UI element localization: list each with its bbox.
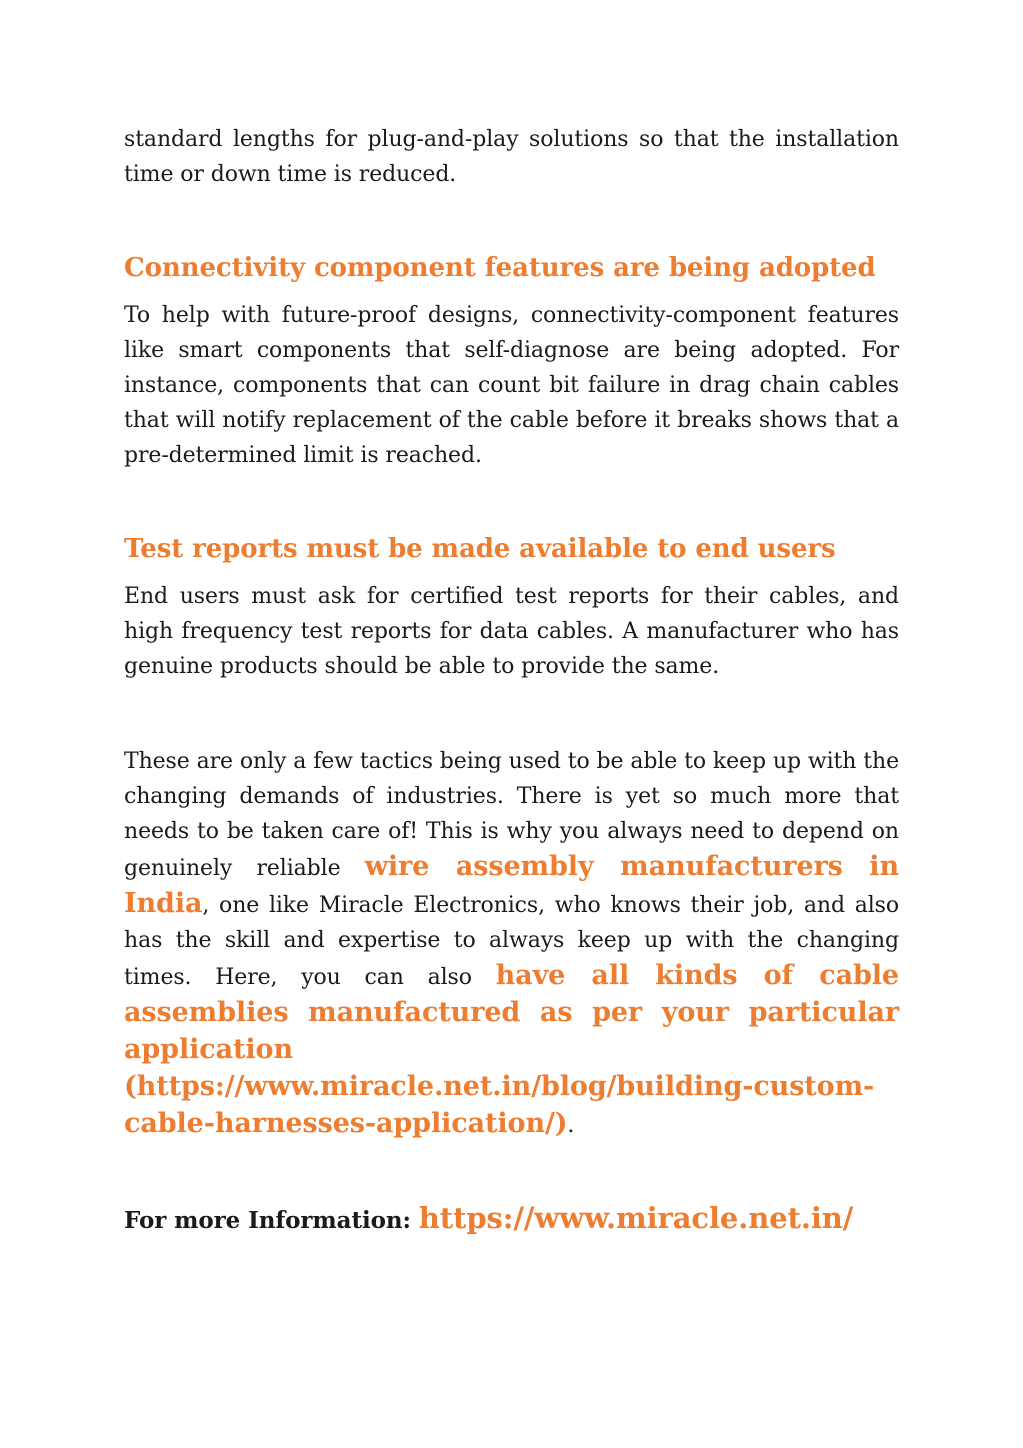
section-body-test-reports: End users must ask for certified test reports for their cables, and high frequency test reports for data cables. A manufacturer who has genuine products should be able to provide the same. [124, 584, 899, 679]
section-heading-test-reports: Test reports must be made available to end users [124, 534, 836, 564]
conclusion-text-1: These are only a few tactics being used to be able to keep up with the changing demands of industries. There is yet so much more that needs to be taken care of! This is why you always need to depend on genuinely reliable [124, 749, 899, 881]
cable-assemblies-link[interactable]: have all kinds of cable assemblies manufactured as per your particular application (https://www.miracle.net.in/blog/building-custom-cable-harnesses-application/) [124, 960, 899, 1139]
website-link[interactable]: https://www.miracle.net.in/ [418, 1201, 854, 1235]
conclusion-text-2: , one like Miracle Electronics, who knows their job, and also has the skill and expertise to always keep up with the changing times. Here, you can also [124, 893, 899, 990]
footer-line [124, 1199, 899, 1240]
conclusion-paragraph [124, 744, 899, 1143]
footer-label: For more Information: [124, 1207, 419, 1234]
intro-paragraph: standard lengths for plug-and-play solutions so that the installation time or down time is reduced. [124, 127, 899, 187]
wire-assembly-manufacturers-link[interactable]: wire assembly manufacturers in India [124, 851, 899, 919]
section-body-connectivity: To help with future-proof designs, connectivity-component features like smart components that self-diagnose are being adopted. For instance, components that can count bit failure in drag chain cables that will notify replacement of the cable before it breaks shows that a pre-determined limit is reached. [124, 303, 899, 468]
section-heading-connectivity: Connectivity component features are being adopted [124, 253, 876, 283]
conclusion-text-3: . [567, 1113, 575, 1138]
document-page [124, 122, 899, 1240]
